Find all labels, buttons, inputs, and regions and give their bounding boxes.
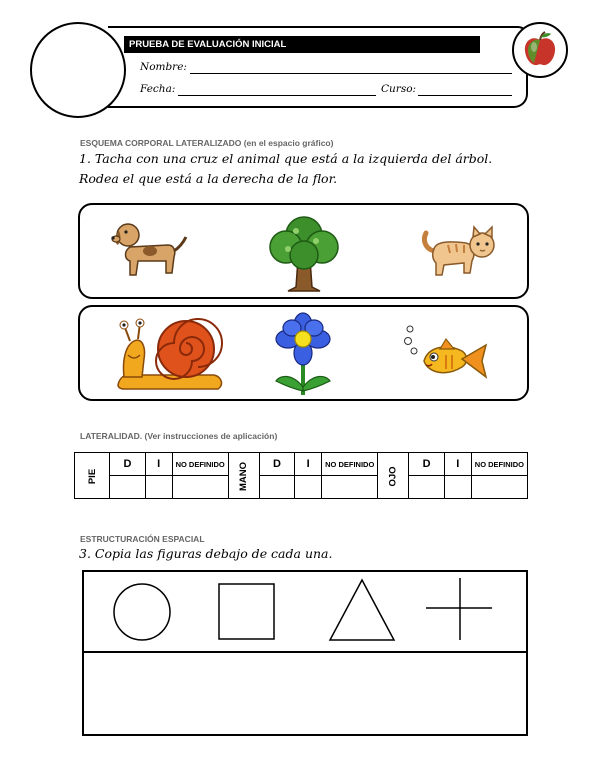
col-i: I xyxy=(145,453,172,476)
section2-label: LATERALIDAD. (Ver instrucciones de aplicación) xyxy=(80,431,278,441)
answer-cell[interactable] xyxy=(444,476,471,499)
dog-icon[interactable] xyxy=(108,217,190,283)
section3-label: ESTRUCTURACIÓN ESPACIAL xyxy=(80,534,205,544)
animals-row-2 xyxy=(78,305,529,401)
table-header-row xyxy=(75,453,528,476)
copy-area[interactable] xyxy=(84,654,526,734)
table-answer-row xyxy=(75,476,528,499)
section1-instruction-2: Rodea el que está a la derecha de la flor. xyxy=(79,171,338,186)
curso-field[interactable] xyxy=(418,95,512,96)
col-d: D xyxy=(110,453,145,476)
cat-icon[interactable] xyxy=(420,223,504,283)
animals-row-1 xyxy=(78,203,529,299)
answer-cell[interactable] xyxy=(145,476,172,499)
col-d: D xyxy=(259,453,294,476)
page-title: PRUEBA DE EVALUACIÓN INICIAL xyxy=(124,36,480,53)
fish-icon[interactable] xyxy=(402,321,492,387)
header-circle xyxy=(30,22,126,118)
col-d: D xyxy=(409,453,444,476)
col-i: I xyxy=(444,453,471,476)
flower-icon[interactable] xyxy=(270,311,336,399)
nombre-label: Nombre: xyxy=(140,61,187,73)
fecha-field[interactable] xyxy=(178,95,376,96)
cross-shape xyxy=(426,578,492,640)
answer-cell[interactable] xyxy=(409,476,444,499)
answer-cell[interactable] xyxy=(172,476,228,499)
answer-cell[interactable] xyxy=(322,476,378,499)
fecha-label: Fecha: xyxy=(140,83,176,95)
col-no-definido: NO DEFINIDO xyxy=(322,453,378,476)
group-mano-label: MANO xyxy=(228,453,259,499)
section1-instruction-1: 1. Tacha con una cruz el animal que está a la izquierda del árbol. xyxy=(79,151,493,166)
section1-label: ESQUEMA CORPORAL LATERALIZADO (en el espacio gráfico) xyxy=(80,138,334,148)
shapes-divider xyxy=(82,651,528,653)
triangle-shape xyxy=(330,580,394,640)
circle-shape xyxy=(114,584,170,640)
group-pie-label: PIE xyxy=(75,453,110,499)
answer-cell[interactable] xyxy=(471,476,527,499)
col-no-definido: NO DEFINIDO xyxy=(172,453,228,476)
tree-icon[interactable] xyxy=(266,211,342,293)
apple-badge xyxy=(512,22,568,78)
group-ojo-label: OJO xyxy=(378,453,409,499)
col-no-definido: NO DEFINIDO xyxy=(471,453,527,476)
laterality-table xyxy=(74,452,528,499)
snail-icon[interactable] xyxy=(114,315,232,395)
square-shape xyxy=(219,584,274,639)
apple-icon xyxy=(514,24,566,76)
col-i: I xyxy=(295,453,322,476)
answer-cell[interactable] xyxy=(110,476,145,499)
answer-cell[interactable] xyxy=(259,476,294,499)
model-shapes xyxy=(84,572,526,650)
nombre-field[interactable] xyxy=(190,73,512,74)
section3-instruction: 3. Copia las figuras debajo de cada una. xyxy=(79,546,333,561)
curso-label: Curso: xyxy=(381,83,417,95)
answer-cell[interactable] xyxy=(295,476,322,499)
